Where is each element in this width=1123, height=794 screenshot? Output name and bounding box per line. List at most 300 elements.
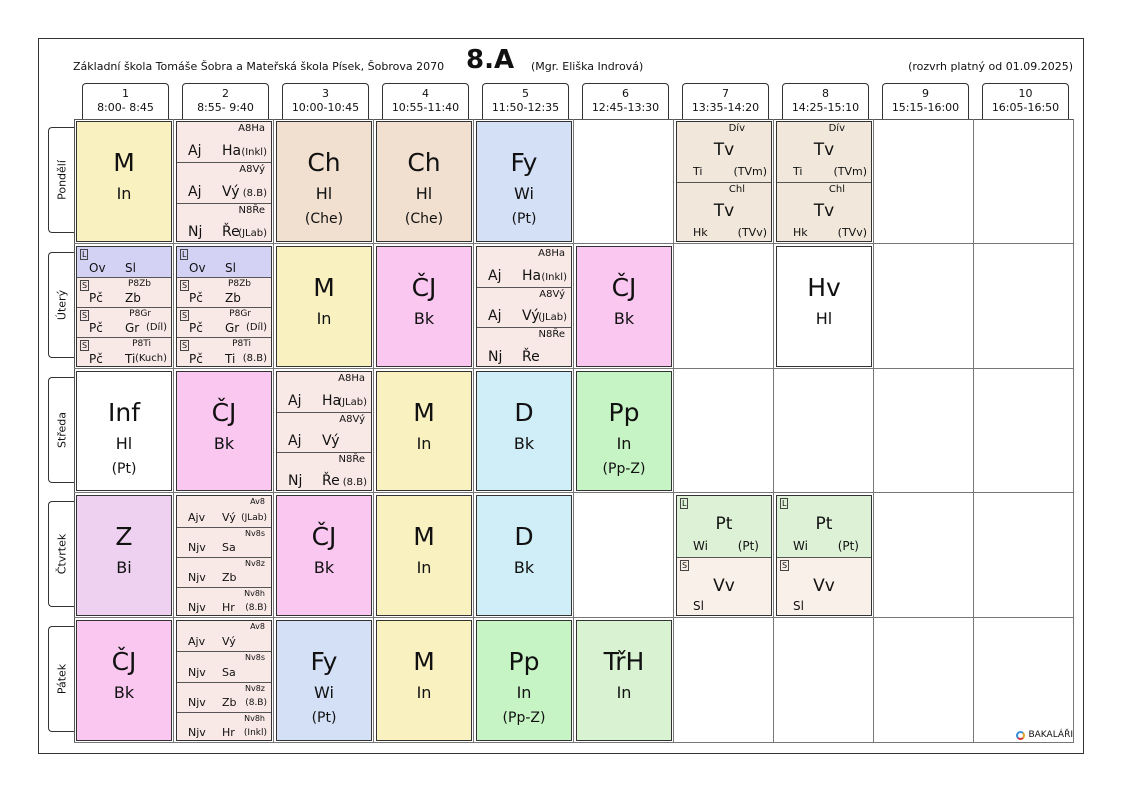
teacher-abbr: Nj — [488, 348, 503, 365]
lesson-cell[interactable] — [76, 371, 172, 492]
lesson-subrow — [777, 496, 871, 556]
lesson-body — [277, 273, 371, 329]
group-name: Nv8z — [244, 683, 265, 693]
room-name: (TVm) — [733, 165, 767, 179]
subject-name: Zb — [125, 291, 141, 306]
teacher-abbr: Pč — [189, 321, 203, 336]
room-name: (8.B) — [245, 697, 267, 708]
subject-name: D — [514, 522, 534, 552]
group-name: Chl — [828, 184, 845, 196]
period-header — [582, 83, 669, 119]
teacher-abbr: In — [616, 683, 632, 703]
lesson-cell[interactable] — [376, 495, 472, 616]
day-name: Středa — [55, 411, 68, 448]
lesson-subrow — [177, 496, 271, 526]
subject-name: Ha — [322, 392, 342, 409]
subject-name: Hr — [222, 601, 235, 615]
empty-slot — [874, 369, 974, 494]
subject-name: ČJ — [211, 397, 237, 427]
subject-name: Tv — [713, 201, 735, 222]
subject-name: Tv — [713, 140, 735, 160]
lesson-subrow — [677, 496, 771, 556]
period-number: 2 — [222, 87, 229, 100]
period-number: 4 — [422, 87, 429, 100]
teacher-abbr: In — [416, 433, 432, 453]
subject-name: Vý — [322, 433, 340, 450]
lesson-tag: S — [182, 341, 188, 351]
subject-name: Sa — [222, 540, 236, 554]
teacher-abbr: Pč — [189, 291, 203, 306]
subject-name: Ha — [222, 143, 242, 160]
subject-name: Vý — [222, 635, 236, 649]
lesson-body — [477, 647, 571, 727]
lesson-subrow — [177, 587, 271, 616]
lesson-body — [377, 522, 471, 578]
subject-name: Gr — [125, 321, 140, 336]
subject-name: Ti — [225, 351, 236, 366]
teacher-abbr: Bk — [513, 433, 535, 453]
teacher-abbr: Ajv — [188, 510, 206, 524]
teacher-abbr: Nj — [188, 223, 203, 240]
period-time: 10:55-11:40 — [391, 101, 460, 114]
subject-name: Vý — [222, 183, 240, 200]
period-time: 15:15-16:00 — [891, 101, 960, 114]
lesson-tag: S — [82, 280, 88, 290]
lesson-subrow — [677, 557, 771, 616]
lesson-cell[interactable] — [176, 121, 272, 242]
group-name: P8Gr — [229, 309, 251, 320]
lesson-body — [377, 148, 471, 228]
teacher-abbr: Wi — [314, 683, 334, 703]
lesson-subrow — [177, 122, 271, 162]
lesson-subrow — [77, 307, 171, 337]
day-name: Pondělí — [55, 160, 68, 200]
lesson-cell[interactable] — [376, 246, 472, 367]
lesson-body — [377, 273, 471, 329]
empty-slot — [974, 369, 1074, 494]
period-number: 8 — [822, 87, 829, 100]
bakalari-logo-icon — [1016, 731, 1025, 740]
subject-name: Zb — [222, 695, 237, 709]
lesson-cell[interactable] — [776, 495, 872, 616]
group-name: N8Ře — [338, 454, 365, 466]
group-name: Nv8s — [245, 528, 265, 538]
period-time: 8:00- 8:45 — [97, 101, 154, 114]
teacher-abbr: Bk — [313, 558, 335, 578]
teacher-abbr: Aj — [188, 143, 202, 160]
group-name: Av8 — [250, 497, 265, 507]
lesson-subrow — [77, 247, 171, 277]
empty-slot — [974, 618, 1074, 743]
teacher-abbr: Bk — [513, 558, 535, 578]
teacher-abbr: Ti — [793, 165, 803, 179]
teacher-abbr: Wi — [793, 538, 808, 553]
period-number: 7 — [722, 87, 729, 100]
group-name: Chl — [728, 184, 745, 196]
subject-name: Vv — [713, 575, 735, 596]
group-name: Dív — [728, 123, 745, 134]
lesson-subrow — [177, 621, 271, 651]
group-name: P8Ti — [132, 339, 151, 350]
group-name: Nv8h — [244, 713, 265, 723]
lesson-cell[interactable] — [376, 121, 472, 242]
lesson-subrow — [177, 651, 271, 681]
lesson-subrow — [277, 412, 371, 452]
teacher-abbr: Hl — [115, 433, 133, 453]
teacher-abbr: Ov — [189, 260, 206, 275]
subject-name: Ře — [222, 223, 240, 240]
lesson-body — [277, 522, 371, 578]
lesson-body — [377, 647, 471, 703]
class-name: 8.A — [466, 45, 515, 75]
room-name: (JLab) — [238, 227, 267, 239]
lesson-body — [477, 398, 571, 454]
lesson-tag: S — [782, 560, 788, 570]
lesson-subrow — [777, 182, 871, 241]
period-header — [182, 83, 269, 119]
lesson-tag: L — [182, 249, 187, 259]
lesson-cell[interactable] — [76, 246, 172, 367]
room-name: (Inkl) — [241, 147, 267, 159]
lesson-cell[interactable] — [76, 121, 172, 242]
room-name: (Díl) — [145, 322, 167, 334]
lesson-body — [77, 647, 171, 703]
subject-name: Pp — [508, 647, 540, 677]
teacher-abbr: In — [416, 683, 432, 703]
teacher-abbr: Bk — [613, 308, 635, 328]
lesson-subrow — [177, 162, 271, 202]
teacher-abbr: Bk — [413, 308, 435, 328]
lesson-subrow — [177, 203, 271, 242]
day-header — [48, 252, 74, 358]
room-name: (Pp-Z) — [502, 710, 546, 727]
teacher-abbr: Aj — [488, 268, 502, 285]
period-number: 1 — [122, 87, 129, 100]
lesson-subrow — [477, 327, 571, 366]
teacher-abbr: Njv — [188, 665, 206, 679]
subject-name: M — [313, 272, 335, 302]
day-header — [48, 127, 74, 233]
day-header — [48, 626, 74, 732]
lesson-tag: L — [782, 499, 787, 509]
lesson-subrow — [477, 287, 571, 327]
lesson-subrow — [277, 452, 371, 491]
group-name: P8Gr — [129, 309, 151, 320]
teacher-abbr: Ti — [693, 165, 703, 179]
subject-name: TřH — [603, 647, 645, 677]
room-name: (Díl) — [245, 322, 267, 334]
day-name: Čtvrtek — [55, 534, 68, 575]
room-name: (TVv) — [737, 225, 767, 239]
period-header — [382, 83, 469, 119]
empty-slot — [874, 493, 974, 618]
teacher-abbr: Bi — [116, 558, 132, 578]
room-name: (8.B) — [242, 187, 267, 199]
teacher-abbr: Njv — [188, 725, 206, 739]
period-time: 13:35-14:20 — [691, 101, 760, 114]
lesson-cell[interactable] — [576, 246, 672, 367]
group-name: P8Ti — [232, 339, 251, 350]
lesson-subrow — [177, 277, 271, 307]
lesson-subrow — [477, 247, 571, 287]
lesson-subrow — [177, 307, 271, 337]
lesson-subrow — [777, 557, 871, 616]
lesson-cell[interactable] — [476, 495, 572, 616]
day-header — [48, 377, 74, 483]
subject-name: Sa — [222, 665, 236, 679]
subject-name: Pt — [715, 514, 733, 535]
subject-name: M — [413, 522, 435, 552]
subject-name: Ha — [522, 268, 542, 285]
lesson-cell[interactable] — [76, 620, 172, 741]
lesson-cell[interactable] — [376, 371, 472, 492]
group-name: A8Vý — [539, 289, 565, 301]
subject-name: ČJ — [111, 647, 137, 677]
subject-name: Fy — [310, 647, 338, 677]
lesson-subrow — [77, 277, 171, 307]
lesson-body — [577, 273, 671, 329]
group-name: Dív — [828, 123, 845, 134]
period-header — [282, 83, 369, 119]
period-number: 6 — [622, 87, 629, 100]
lesson-subrow — [677, 182, 771, 241]
teacher-abbr: In — [416, 558, 432, 578]
lesson-cell[interactable] — [176, 620, 272, 741]
lesson-cell[interactable] — [576, 371, 672, 492]
subject-name: D — [514, 397, 534, 427]
room-name: (Inkl) — [243, 727, 267, 738]
teacher-abbr: In — [516, 683, 532, 703]
group-name: A8Vý — [239, 164, 265, 176]
room-name: (8.B) — [342, 477, 367, 489]
lesson-subrow — [177, 247, 271, 277]
lesson-cell[interactable] — [476, 620, 572, 741]
empty-slot — [574, 119, 674, 244]
lesson-cell[interactable] — [476, 246, 572, 367]
period-header — [682, 83, 769, 119]
lesson-tag: S — [182, 311, 188, 321]
empty-slot — [674, 369, 774, 494]
day-header — [48, 501, 74, 607]
group-name: Av8 — [250, 622, 265, 632]
period-header — [882, 83, 969, 119]
subject-name: Ti — [125, 351, 136, 366]
subject-name: Fy — [510, 148, 538, 177]
empty-slot — [674, 244, 774, 369]
period-header — [482, 83, 569, 119]
teacher-abbr: In — [316, 308, 332, 328]
lesson-tag: L — [682, 499, 687, 509]
lesson-subrow — [777, 122, 871, 182]
empty-slot — [674, 618, 774, 743]
subject-name: Gr — [225, 321, 240, 336]
group-name: P8Zb — [127, 278, 151, 289]
lesson-cell[interactable] — [176, 371, 272, 492]
subject-name: Hv — [807, 272, 841, 302]
group-name: N8Ře — [538, 329, 565, 341]
room-name: (8.B) — [245, 603, 267, 614]
lesson-cell[interactable] — [76, 495, 172, 616]
lesson-body — [577, 647, 671, 703]
lesson-subrow — [177, 682, 271, 712]
lesson-cell[interactable] — [276, 371, 372, 492]
room-name: (Pt) — [111, 460, 137, 477]
lesson-cell[interactable] — [276, 495, 372, 616]
room-name: (JLab) — [538, 312, 567, 324]
teacher-abbr: Hl — [415, 184, 433, 203]
empty-slot — [974, 244, 1074, 369]
teacher-abbr: Wi — [514, 184, 534, 203]
teacher-abbr: Pč — [189, 351, 203, 366]
teacher-abbr: Hk — [793, 225, 808, 239]
subject-name: Z — [115, 522, 133, 552]
period-time: 10:00-10:45 — [291, 101, 360, 114]
lesson-cell[interactable] — [176, 495, 272, 616]
teacher-abbr: In — [116, 184, 132, 203]
teacher-abbr: Pč — [89, 351, 103, 366]
empty-slot — [774, 369, 874, 494]
subject-name: Ře — [322, 473, 340, 490]
teacher-abbr: Sl — [793, 599, 804, 614]
class-teacher: (Mgr. Eliška Indrová) — [531, 60, 644, 73]
teacher-abbr: In — [616, 433, 632, 453]
teacher-abbr: Bk — [113, 683, 135, 703]
lesson-body — [77, 148, 171, 204]
teacher-abbr: Ajv — [188, 635, 206, 649]
subject-name: Pp — [608, 397, 640, 427]
lesson-cell[interactable] — [776, 121, 872, 242]
room-name: (Pp-Z) — [602, 460, 646, 477]
lesson-body — [377, 398, 471, 454]
lesson-body — [77, 398, 171, 478]
subject-name: M — [413, 397, 435, 427]
lesson-subrow — [177, 557, 271, 587]
subject-name: Sl — [225, 260, 236, 275]
lesson-body — [77, 522, 171, 578]
empty-slot — [774, 618, 874, 743]
room-name: (Pt) — [837, 538, 859, 553]
lesson-tag: L — [82, 249, 87, 259]
subject-name: Vý — [222, 510, 236, 524]
lesson-cell[interactable] — [276, 246, 372, 367]
period-header — [982, 83, 1069, 119]
valid-from: (rozvrh platný od 01.09.2025) — [908, 60, 1073, 73]
teacher-abbr: Pč — [89, 291, 103, 306]
subject-name: Tv — [813, 140, 835, 160]
group-name: N8Ře — [238, 204, 265, 216]
empty-slot — [874, 618, 974, 743]
subject-name: ČJ — [611, 272, 637, 302]
teacher-abbr: Aj — [288, 392, 302, 409]
school-name: Základní škola Tomáše Šobra a Mateřská škola Písek, Šobrova 2070 — [73, 60, 445, 73]
subject-name: Vv — [813, 575, 835, 596]
lesson-cell[interactable] — [676, 495, 772, 616]
subject-name: Ch — [307, 148, 341, 177]
subject-name: Pt — [815, 514, 833, 535]
subject-name: M — [413, 647, 435, 677]
room-name: (8.B) — [242, 352, 267, 364]
lesson-cell[interactable] — [576, 620, 672, 741]
subject-name: Hr — [222, 725, 235, 739]
lesson-cell[interactable] — [476, 371, 572, 492]
lesson-body — [777, 273, 871, 329]
subject-name: Inf — [107, 397, 141, 427]
lesson-subrow — [677, 122, 771, 182]
teacher-abbr: Ov — [89, 260, 106, 275]
lesson-tag: S — [182, 280, 188, 290]
day-name: Pátek — [55, 664, 68, 695]
teacher-abbr: Wi — [693, 538, 708, 553]
lesson-cell[interactable] — [776, 246, 872, 367]
subject-name: Vý — [522, 308, 540, 325]
lesson-body — [477, 522, 571, 578]
room-name: (TVv) — [837, 225, 867, 239]
period-number: 10 — [1018, 87, 1033, 100]
subject-name: Zb — [225, 291, 241, 306]
lesson-subrow — [177, 712, 271, 741]
bakalari-logo — [1016, 730, 1073, 740]
lesson-cell[interactable] — [476, 121, 572, 242]
group-name: Nv8z — [244, 558, 265, 568]
lesson-cell[interactable] — [676, 121, 772, 242]
lesson-subrow — [277, 372, 371, 412]
lesson-cell[interactable] — [176, 246, 272, 367]
lesson-cell[interactable] — [276, 121, 372, 242]
lesson-subrow — [177, 527, 271, 557]
teacher-abbr: Aj — [488, 308, 502, 325]
lesson-subrow — [77, 337, 171, 366]
subject-name: Ře — [522, 348, 540, 365]
subject-name: ČJ — [311, 522, 337, 552]
period-time: 12:45-13:30 — [591, 101, 660, 114]
lesson-tag: S — [82, 341, 88, 351]
lesson-tag: S — [682, 560, 688, 570]
empty-slot — [974, 119, 1074, 244]
teacher-abbr: Njv — [188, 540, 206, 554]
period-number: 9 — [922, 87, 929, 100]
room-name: (Che) — [404, 211, 444, 227]
teacher-abbr: Pč — [89, 321, 103, 336]
lesson-subrow — [177, 337, 271, 366]
room-name: (Pt) — [311, 710, 337, 727]
teacher-abbr: Aj — [288, 433, 302, 450]
room-name: (JLab) — [241, 512, 267, 523]
teacher-abbr: Njv — [188, 695, 206, 709]
period-time: 8:55- 9:40 — [197, 101, 254, 114]
group-name: Nv8h — [244, 588, 265, 598]
subject-name: ČJ — [411, 272, 437, 302]
lesson-cell[interactable] — [276, 620, 372, 741]
empty-slot — [874, 119, 974, 244]
subject-name: Ch — [407, 148, 441, 177]
subject-name: Zb — [222, 570, 237, 584]
teacher-abbr: Hk — [693, 225, 708, 239]
lesson-cell[interactable] — [376, 620, 472, 741]
room-name: (Pt) — [737, 538, 759, 553]
teacher-abbr: Aj — [188, 183, 202, 200]
lesson-body — [477, 148, 571, 228]
period-number: 5 — [522, 87, 529, 100]
room-name: (Kuch) — [134, 352, 167, 364]
empty-slot — [974, 493, 1074, 618]
group-name: A8Ha — [538, 247, 565, 259]
room-name: (Pt) — [511, 211, 537, 227]
room-name: (Inkl) — [541, 272, 567, 284]
lesson-body — [177, 398, 271, 454]
logo-text: BAKALÁŘI — [1028, 730, 1073, 740]
group-name: Nv8s — [245, 653, 265, 663]
teacher-abbr: Hl — [815, 308, 833, 328]
